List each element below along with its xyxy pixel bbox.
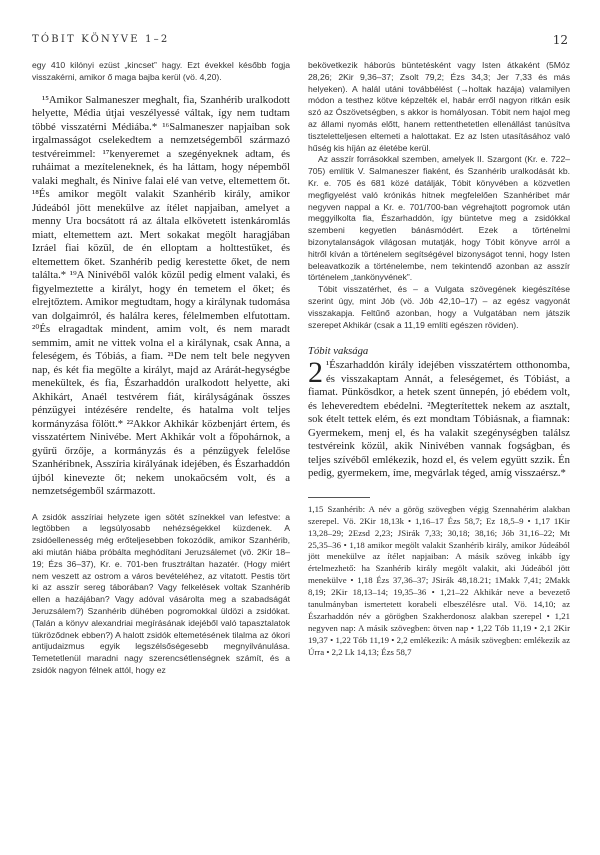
intro-paragraph: egy 410 kilónyi ezüst „kincset” hagy. Ezt évekkel később fogja visszakérni, amikor ő maga bajba kerül (vö. 4,20). — [32, 60, 290, 82]
commentary-paragraph: A zsidók asszíriai helyzete igen sötét színekkel van lefestve: a legtöbben a legsúlyosabb nehézségekkel küzdenek. A zsidóellenesség még erőteljesebben fokozódik, amikor Szanhérib, aki miután hiába próbálta meghódítani Jeruzsálemet (vö. 2Kir 18–19; Ézs 36–37), Kr. e. 701-ben frusztráltan hazatér. (Hogy miért nem veszett az ostrom a város bevételéhez, az vitatott. Pestis tört ki az asszír sereg táborában? Vagy felkelések voltak Szanhérib ellen a hazájában? Vagy adóval vásárolta meg a szabadságát Jeruzsálem?) Szanhérib dühében pogromokkal üldözi a zsidókat. (Talán a könyv alexandriai megírásának idejéből való tapasztalatok tükröződnek ebben?) A halott zsidók eltemetésének tilalma az ókori antijudaizmus egyik legszélsőségesebb megnyilvánulása. Temetetlenül maradni nagy szerencsétlenségnek számít, és a zsidók nagyon félnek attól, hogy ez — [32, 511, 290, 675]
running-title: TÓBIT KÖNYVE 1–2 — [32, 34, 170, 45]
commentary-paragraph-3: Tóbit visszatérhet, és – a Vulgata szövegének kiegészítése szerint úgy, mint Jób (vö. Jób 42,10–17) – az egész vagyonát visszakapja. Feltűnő azonban, hogy a Vulgatában nem játszik szerepet Akhikár (csak a 11,19 említi egészen röviden). — [308, 284, 570, 330]
commentary-block — [32, 512, 290, 677]
intro-commentary — [32, 60, 290, 84]
commentary-continued — [308, 60, 570, 331]
page-number: 12 — [552, 33, 568, 47]
commentary-paragraph-1: bekövetkezik háborús büntetésként vagy Isten átkaként (5Móz 28,26; 2Kir 9,36–37; Zsolt 79,2; Ézs 34,3; Jer 7,33 és más helyeken). A halál utáni továbbélést (→holtak hazája) valamilyen módon a testhez kötve képzelték el, habár erről nagyon ritkán esik szó az Ószövetségben, s akkor is homályosan. Tóbit nem hajol meg az állami nyomás előtt, hanem rettenthetetlen ellenállást tanúsítva tiszteletteljesen eltemeti a halottakat. Ez az Isten utasításához való hűség kis híján az életébe kerül. — [308, 60, 570, 153]
chapter-2-text — [308, 356, 570, 481]
footnote-rule — [308, 497, 370, 498]
scripture-text — [32, 94, 290, 499]
section-title: Tóbit vaksága — [308, 345, 369, 358]
commentary-paragraph-2: Az asszír forrásokkal szemben, amelyek II. Szargont (Kr. e. 722–705) említik V. Salmaneszer fiaként, és Szanhérib uralkodását kb. Kr. e. 705 és 681 közé datálják, Tóbit könyvében a közvetlen megfigyelést való krónikás hitnek megfelelően Szanhéribet már negyven nappal a Kr. e. 701/700-ban végrehajtott pogromok után meggyilkolta fia, Észarhaddón, így büntetve meg a zsidókkal szembeni kegyetlen bánásmódért. Ezek a történelmi bizonytalanságok világosan mutatják, hogy Tóbit könyve arról a hitről kíván a történelem segítségével bizonyságot tenni, hogy Isten beleavatkozik a történelembe, nem tekintendő azonban az asszír történelem „tankönyvének”. — [308, 154, 570, 283]
footnotes — [308, 504, 570, 659]
chapter-2-verses: ¹Észarhaddón király idejében visszatértem otthonomba, és visszakaptam Annát, a feleségemet, és Tóbiást, a fiamat. Pünkösdkor, a hetek szent ünnepén, jó ebédem volt, és leheveredtem ebédelni. ²Megterítettek nekem az asztalt, sok ételt tettek elém, és ezt mondtam Tóbiásnak, a fiamnak: Gyermekem, menj el, és ha valakit szegénységben találsz testvéreink közül, akik Ninivében vannak fogságban, és teljes szívéből emlékezik, hozd el, és velem együtt szzik. Én pedig, gyermekem, íme, megvárlak téged, amíg visszaérsz.* — [308, 359, 570, 480]
chapter-number: 2 — [308, 356, 323, 390]
footnotes-text: 1,15 Szanhérib: A név a görög szövegben végig Szennahérim alakban szerepel. Vö. 2Kir 18,13k • 1,16–17 Ézs 58,7; Ez 18,5–9 • 1,17 1Kir 13,28–29; 2Ezsd 2,23; JSirák 7,33; 30,18; 38,16; Jób 31,16–22; Mt 25,35–36 • 1,18 amikor megölt valakit Szanhérib király, amikor Júdeából jött menekülve az ítélet napjaiban: A másik szöveg inkább így értelmezhető: ha Szanhérib király megölt valakit, aki Júdeából jött menekülve • 1,18 Ézs 37,36–37; JSirák 48,18.21; 1Makk 7,41; 2Makk 8,19; 2Kir 18,13–14; 19,35–36 • 1,21–22 Akhikár neve a bevezető tanulmányban ismertetett korabeli elbeszélésre utal. Vö. 14,10; az Észarhaddón név a görögben Szakherdonosz alakban szerepel • 1,21 negyven nap: A másik szövegben: ötven nap • 1,22 Tób 11,19 • 2,1 2Kir 19,37 • 1,22 Tób 11,19 • 2,2 emlékezik: A másik szövegben: emlékezik az Úrra • 2,2 Lk 14,13; Ézs 58,7 — [308, 503, 570, 657]
right-column — [308, 60, 570, 659]
verses-1-15-22: ¹⁵Amikor Salmaneszer meghalt, fia, Szanhérib uralkodott helyette, Média útjai veszélyessé váltak, így nem tudtam többé visszatérni Médiába.* ¹⁶Salmaneszer napjaiban sok irgalmasságot cselekedtem a nemzetségemből származó testvéreimmel: ¹⁷kenyeremet a szegényeknek adtam, és ruháimat a mezíteleneknek, és ha láttam, hogy népemből valaki meghalt, és Ninive falai elé van vetve, eltemettem őt. ¹⁸És amikor megölt valakit Szanhérib király, amikor Júdeából jött menekülve az ítélet napjaiban, amelyet a menny Ura bocsátott rá az általa elkövetett istenkáromlás miatt, eltemettem azt. Mert sokakat megölt haragjában Izráel fiai közül, de én elloptam a holttestüket, és eltemettem őket. Szanhérib pedig kerestette őket, de nem találta.* ¹⁹A Ninivéből valók közül pedig elment valaki, és figyelmeztette a királyt, hogy én temetem el őket; és elrejtőztem. Amikor megtudtam, hogy a királynak tudomása van dolgaimról, és halálra keres, félelmemben elfutottam. ²⁰És elragadtak mindent, amim volt, és nem maradt semmim, amit ne vittek volna el a királynak, csak Anna, a feleségem, és Tóbiás, a fiam. ²¹De nem telt bele negyven nap, és két fia megölte a királyt, majd az Arárát-hegységbe menekültek, és fia, Észarhaddón uralkodott helyette, aki Akhikárt, Anaél testvérem fiát, királyságának összes pénzügyei intézésére rendelte, és hatalma volt teljes kormányzása fölött.* ²²Akkor Akhikár közbenjárt értem, és visszatértem Ninivébe. Mert Akhikár volt a főpohárnok, a gyűrű őrzője, a kormányzás és a pénzügyek felelőse Szanhéribnek, Asszíria királyának idejében, és Észarhaddón újból kinevezte őt; nekem unokaöcsém volt, és a nemzetségemből származott. — [32, 93, 290, 498]
page-header — [32, 34, 568, 50]
left-column — [32, 60, 290, 677]
